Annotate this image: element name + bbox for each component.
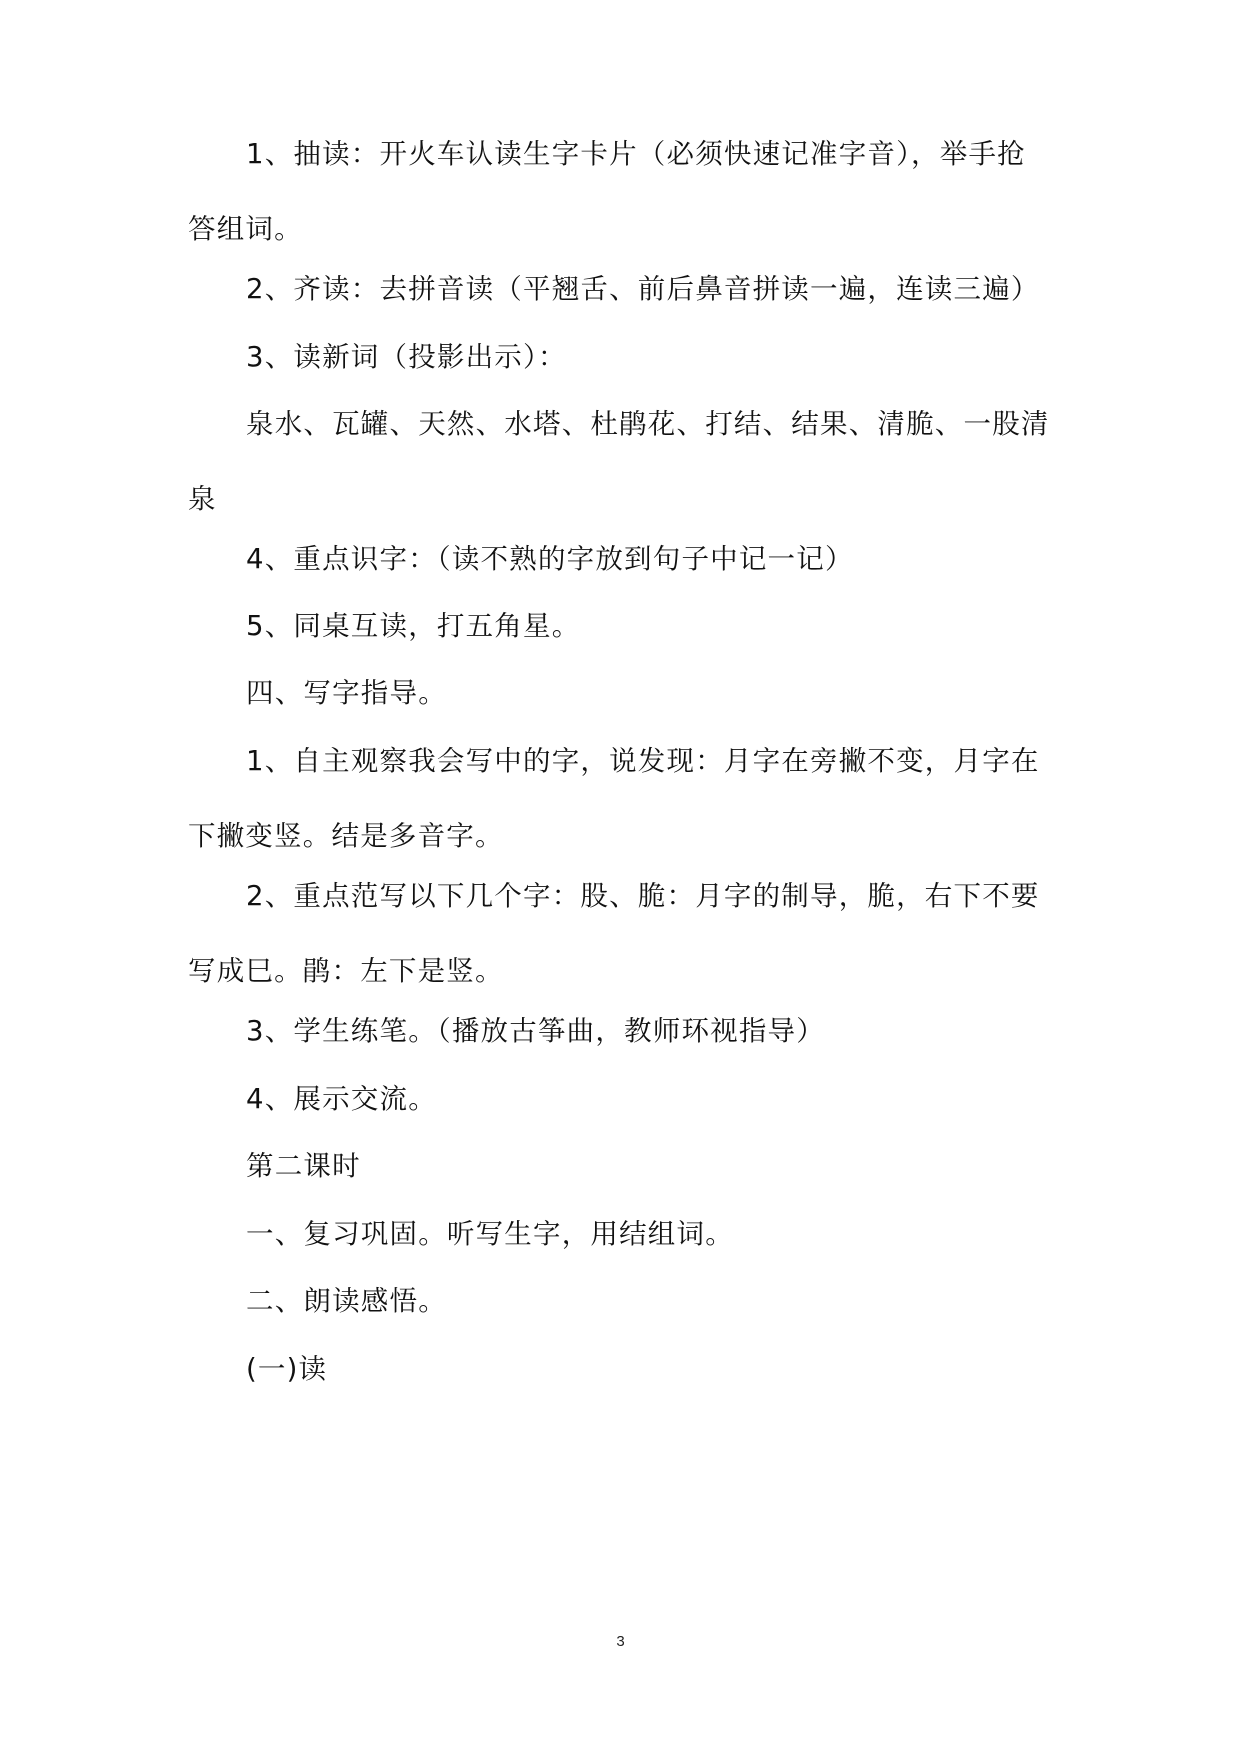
paragraph-13: 一、复习巩固。听写生字，用结组词。 — [246, 1218, 734, 1250]
paragraph-14: 二、朗读感悟。 — [246, 1285, 447, 1317]
paragraph-15: (一)读 — [246, 1353, 328, 1385]
paragraph-10: 3、学生练笔。（播放古筝曲，教师环视指导） — [246, 1015, 825, 1047]
paragraph-4: 泉水、瓦罐、天然、水塔、杜鹃花、打结、结果、清脆、一股清泉 — [188, 408, 1050, 515]
paragraph-1: 1、抽读：开火车认读生字卡片（必须快速记准字音），举手抢答组词。 — [188, 138, 1026, 245]
paragraph-8: 1、自主观察我会写中的字，说发现：月字在旁撇不变，月字在下撇变竖。结是多音字。 — [188, 745, 1040, 852]
paragraph-5: 4、重点识字：（读不熟的字放到句子中记一记） — [246, 543, 854, 575]
paragraph-2: 2、齐读：去拼音读（平翘舌、前后鼻音拼读一遍，连读三遍） — [246, 273, 1040, 305]
section-heading-writing: 四、写字指导。 — [246, 677, 447, 709]
page-number: 3 — [616, 1633, 625, 1650]
paragraph-11: 4、展示交流。 — [246, 1083, 437, 1115]
paragraph-3: 3、读新词（投影出示）： — [246, 341, 567, 373]
section-heading-second-lesson: 第二课时 — [246, 1150, 361, 1182]
paragraph-6: 5、同桌互读，打五角星。 — [246, 610, 581, 642]
paragraph-9: 2、重点范写以下几个字：股、脆：月字的制导，脆，右下不要写成巳。鹃：左下是竖。 — [188, 880, 1040, 987]
